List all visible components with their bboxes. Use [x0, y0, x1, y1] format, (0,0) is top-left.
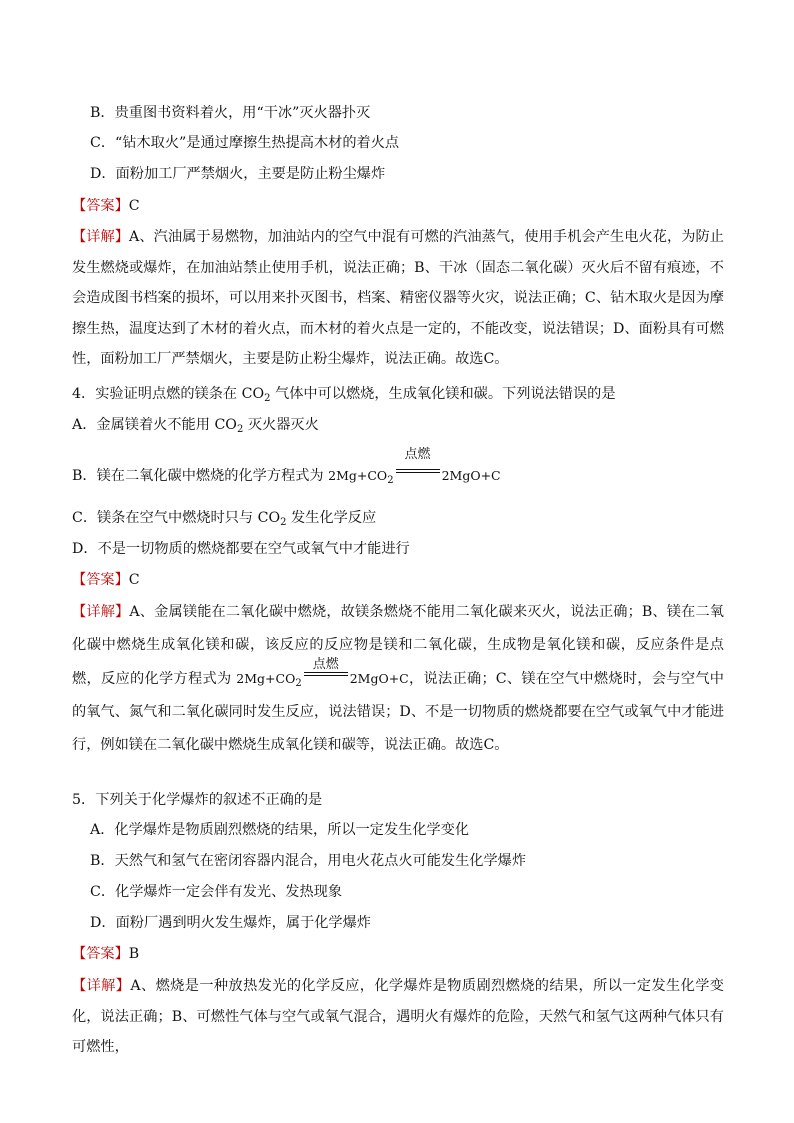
- q4-stem: 4．实验证明点燃的镁条在 $CO_2$ 气体中可以燃烧，生成氧化镁和碳。下列说法错误的是: [72, 386, 616, 404]
- answer-value: C: [128, 572, 140, 588]
- chemical-equation: $2Mg+CO_2$ 点燃 2MgO+C: [328, 447, 501, 486]
- answer-value: B: [128, 946, 140, 962]
- detail-text: A、汽油属于易燃物，加油站内的空气中混有可燃的汽油蒸气，使用手机会产生电火花，为防止发生燃烧或爆炸，在加油站禁止使用手机，说法正确；B、干冰（固态二氧化碳）灭火后不留有痕迹，不会造成图书档案的损坏，可以用来扑灭图书，档案、精密仪器等火灾，说法正确；C、钻木取火是因为摩擦生热，温度达到了木材的着火点，而木材的着火点是一定的，不能改变，说法错误；D、面粉具有可燃性，面粉加工厂严禁烟火，主要是防止粉尘爆炸，说法正确。故选C。: [72, 229, 724, 368]
- reaction-arrow: 点燃: [303, 663, 349, 683]
- q5-option-d: D．面粉厂遇到明火发生爆炸，属于化学爆炸: [90, 915, 371, 931]
- q5-option-c: C．化学爆炸一定会伴有发光、发热现象: [90, 884, 343, 900]
- detail-tag: 【详解】: [72, 978, 131, 994]
- q4-option-d: D．不是一切物质的燃烧都要在空气或氧气中才能进行: [72, 541, 410, 557]
- q3-explanation: [72, 222, 724, 375]
- reaction-arrow: 点燃: [395, 460, 441, 480]
- q5-answer: [72, 944, 139, 964]
- q3-option-c: C．“钻木取火”是通过摩擦生热提高木材的着火点: [90, 135, 400, 151]
- q4-option-a: A．金属镁着火不能用 $CO_2$ 灭火器灭火: [72, 417, 319, 435]
- answer-tag: 【答案】: [72, 946, 129, 962]
- q3-answer: [72, 196, 140, 216]
- q5-explanation: 【详解】A、燃烧是一种放热发光的化学反应，化学爆炸是物质剧烈燃烧的结果，所以一定发生化学变化，说法正确；B、可燃性气体与空气或氧气混合，遇明火有爆炸的危险，天然气和氢气这两种气体只有可燃性，: [72, 978, 724, 1056]
- detail-tag: 【详解】: [72, 604, 130, 620]
- q5-stem: 5．下列关于化学爆炸的叙述不正确的是: [72, 792, 323, 808]
- q5-option-b: B．天然气和氢气在密闭容器内混合，用电火花点火可能发生化学爆炸: [90, 853, 527, 869]
- answer-tag: 【答案】: [72, 572, 129, 588]
- q3-option-b: B．贵重图书资料着火，用“干冰”灭火器扑灭: [90, 105, 371, 121]
- chemical-equation: $2Mg+CO_2$ 点燃 2MgO+C: [236, 657, 409, 689]
- answer-tag: 【答案】: [72, 198, 129, 214]
- q5-option-a: A．化学爆炸是物质剧烈燃烧的结果，所以一定发生化学变化: [90, 822, 470, 838]
- q3-option-d: D．面粉加工厂严禁烟火，主要是防止粉尘爆炸: [90, 166, 386, 182]
- q4-option-b: B．镁在二氧化碳中燃烧的化学方程式为 $2Mg+CO_2$ 点燃 2MgO+C: [72, 447, 501, 486]
- answer-value: C: [128, 198, 140, 214]
- q4-answer: [72, 570, 140, 590]
- detail-tag: 【详解】: [72, 229, 130, 245]
- q4-option-c: C．镁条在空气中燃烧时只与 $CO_2$ 发生化学反应: [72, 510, 377, 528]
- q4-explanation: 【详解】A、金属镁能在二氧化碳中燃烧，故镁条燃烧不能用二氧化碳来灭火，说法正确；B、镁在二氧化碳中燃烧生成氧化镁和碳，该反应的反应物是镁和二氧化碳，生成物是氧化镁和碳，反应条件是点燃，反应的化学方程式为 $2Mg+CO_2$ 点燃 2MgO+C，说法正确；C、镁在空气中燃烧时，会与空气中的氧气、氮气和二氧化碳同时发生反应，说法错误；D、不是一切物质的燃烧都要在空气或氧气中才能进行，例如镁在二氧化碳中燃烧生成氧化镁和碳等，说法正确。故选C。: [72, 604, 724, 753]
